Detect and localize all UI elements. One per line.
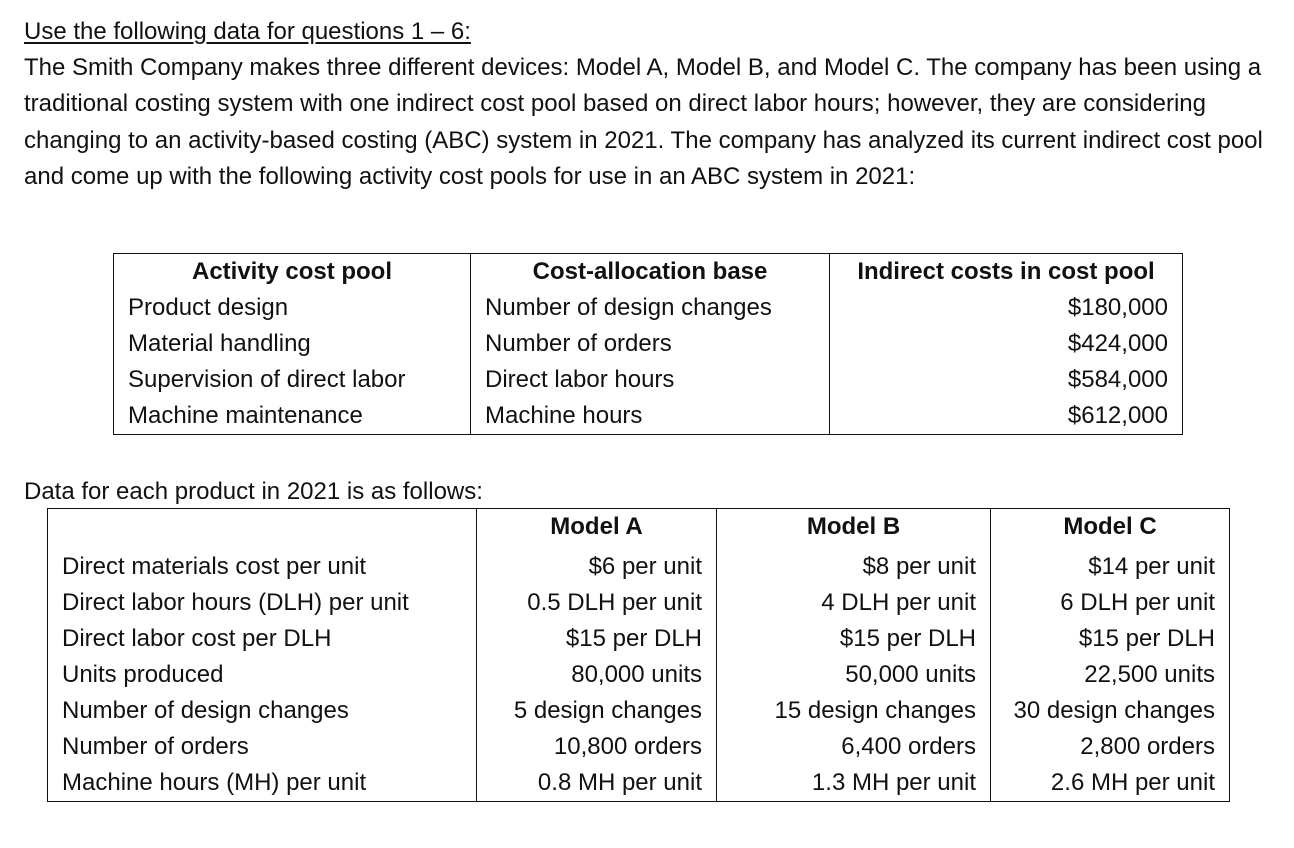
model-c-value: 6 DLH per unit — [991, 585, 1230, 621]
model-b-value: 50,000 units — [717, 657, 991, 693]
column-header-model-b: Model B — [717, 509, 991, 546]
row-label: Number of orders — [48, 729, 477, 765]
model-a-value: $15 per DLH — [477, 621, 717, 657]
model-a-value: 5 design changes — [477, 693, 717, 729]
row-label: Direct materials cost per unit — [48, 545, 477, 585]
model-a-value: 80,000 units — [477, 657, 717, 693]
table-row — [48, 693, 1230, 729]
column-header-indirect-costs: Indirect costs in cost pool — [830, 254, 1183, 291]
model-b-value: 1.3 MH per unit — [717, 765, 991, 802]
model-a-value: 0.8 MH per unit — [477, 765, 717, 802]
model-c-value: 2.6 MH per unit — [991, 765, 1230, 802]
model-b-value: 4 DLH per unit — [717, 585, 991, 621]
document — [24, 14, 1274, 796]
model-a-value: 10,800 orders — [477, 729, 717, 765]
allocation-base: Number of design changes — [471, 290, 830, 326]
table-row — [48, 765, 1230, 802]
table-header-row — [114, 254, 1183, 291]
questions-heading: Use the following data for questions 1 – 6: — [24, 18, 471, 45]
column-header-blank — [48, 509, 477, 546]
table-row — [48, 621, 1230, 657]
allocation-base: Number of orders — [471, 326, 830, 362]
indirect-cost: $584,000 — [830, 362, 1183, 398]
column-header-allocation-base: Cost-allocation base — [471, 254, 830, 291]
model-a-value: 0.5 DLH per unit — [477, 585, 717, 621]
table-row — [114, 398, 1183, 435]
column-header-activity: Activity cost pool — [114, 254, 471, 291]
activity-name: Supervision of direct labor — [114, 362, 471, 398]
model-b-value: 6,400 orders — [717, 729, 991, 765]
model-c-value: $15 per DLH — [991, 621, 1230, 657]
table-row — [114, 362, 1183, 398]
model-c-value: 30 design changes — [991, 693, 1230, 729]
column-header-model-c: Model C — [991, 509, 1230, 546]
column-header-model-a: Model A — [477, 509, 717, 546]
allocation-base: Machine hours — [471, 398, 830, 435]
row-label: Number of design changes — [48, 693, 477, 729]
activity-cost-pool-table — [113, 253, 1183, 435]
model-a-value: $6 per unit — [477, 545, 717, 585]
model-c-value: 22,500 units — [991, 657, 1230, 693]
model-b-value: $15 per DLH — [717, 621, 991, 657]
row-label: Units produced — [48, 657, 477, 693]
row-label: Direct labor hours (DLH) per unit — [48, 585, 477, 621]
table-row — [48, 729, 1230, 765]
table-row — [114, 326, 1183, 362]
model-b-value: 15 design changes — [717, 693, 991, 729]
allocation-base: Direct labor hours — [471, 362, 830, 398]
table-header-row — [48, 509, 1230, 546]
row-label: Machine hours (MH) per unit — [48, 765, 477, 802]
indirect-cost: $612,000 — [830, 398, 1183, 435]
product-data-table — [47, 508, 1230, 802]
model-b-value: $8 per unit — [717, 545, 991, 585]
activity-name: Material handling — [114, 326, 471, 362]
table-row — [48, 585, 1230, 621]
indirect-cost: $424,000 — [830, 326, 1183, 362]
table-row — [114, 290, 1183, 326]
model-c-value: $14 per unit — [991, 545, 1230, 585]
model-c-value: 2,800 orders — [991, 729, 1230, 765]
product-data-heading: Data for each product in 2021 is as follows: — [24, 478, 483, 505]
activity-name: Product design — [114, 290, 471, 326]
activity-name: Machine maintenance — [114, 398, 471, 435]
intro-paragraph: The Smith Company makes three different devices: Model A, Model B, and Model C. The company has been using a traditional costing system with one indirect cost pool based on direct labor hours; however, they are considering changing to an activity-based costing (ABC) system in 2021. The company has analyzed its current indirect cost pool and come up with the following activity cost pools for use in an ABC system in 2021: — [24, 54, 1263, 191]
indirect-cost: $180,000 — [830, 290, 1183, 326]
row-label: Direct labor cost per DLH — [48, 621, 477, 657]
table-row — [48, 545, 1230, 585]
table-row — [48, 657, 1230, 693]
